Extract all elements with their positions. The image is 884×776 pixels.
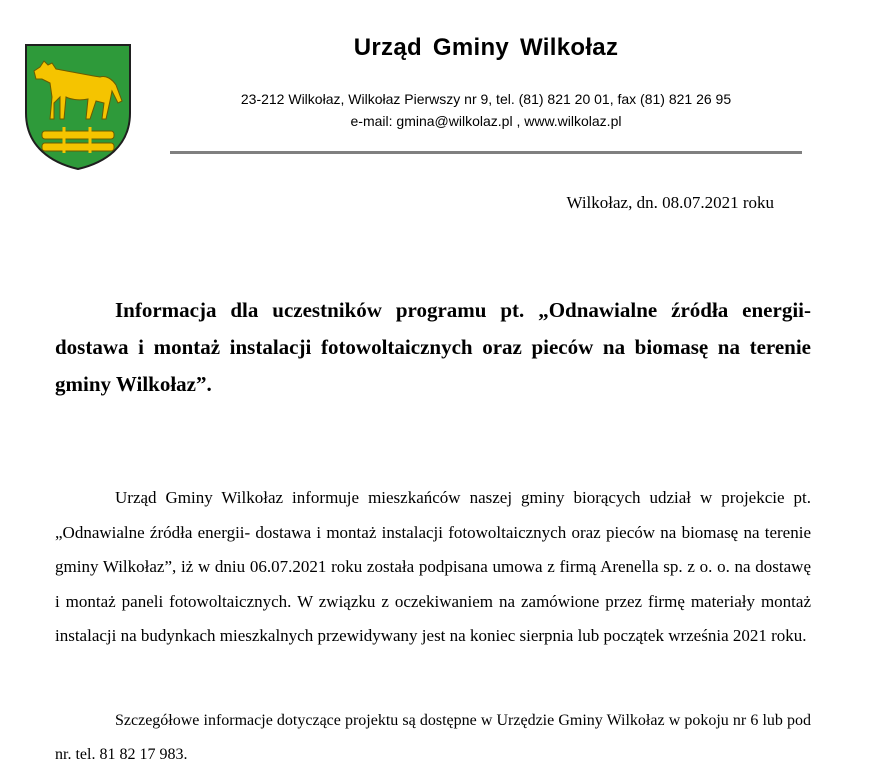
header-divider — [170, 151, 802, 154]
body-paragraph: Szczegółowe informacje dotyczące projektu są dostępne w Urzędzie Gminy Wilkołaz w pokoju nr 6 lub pod nr. tel. 81 82 17 983. — [55, 712, 811, 763]
page-title: Urząd Gminy Wilkołaz — [353, 34, 619, 61]
address-line: 23-212 Wilkołaz, Wilkołaz Pierwszy nr 9, tel. (81) 821 20 01, fax (81) 821 26 95 — [240, 91, 732, 107]
document-date: Wilkołaz, dn. 08.07.2021 roku — [566, 193, 774, 212]
document-heading: Informacja dla uczestników programu pt. „Odnawialne źródła energii- dostawa i montaż instalacji fotowoltaicznych oraz pieców na biomasę na terenie gminy Wilkołaz”. — [55, 298, 811, 396]
contact-line: e-mail: gmina@wilkolaz.pl , www.wilkolaz.pl — [350, 113, 622, 129]
wolf-coat-of-arms-icon — [24, 43, 132, 171]
body-paragraph: Urząd Gminy Wilkołaz informuje mieszkańców naszej gminy biorących udział w projekcie pt. „Odnawialne źródła energii- dostawa i montaż instalacji fotowoltaicznych oraz pieców na biomasę na terenie gminy Wilkołaz”, iż w dniu 06.07.2021 roku została podpisana umowa z firmą Arenella sp. z o. o. na dostawę i montaż paneli fotowoltaicznych. W związku z oczekiwaniem na zamówione przez firmę materiały montaż instalacji na budynkach mieszkalnych przewidywany jest na koniec sierpnia lub początek września 2021 roku. — [55, 488, 811, 646]
